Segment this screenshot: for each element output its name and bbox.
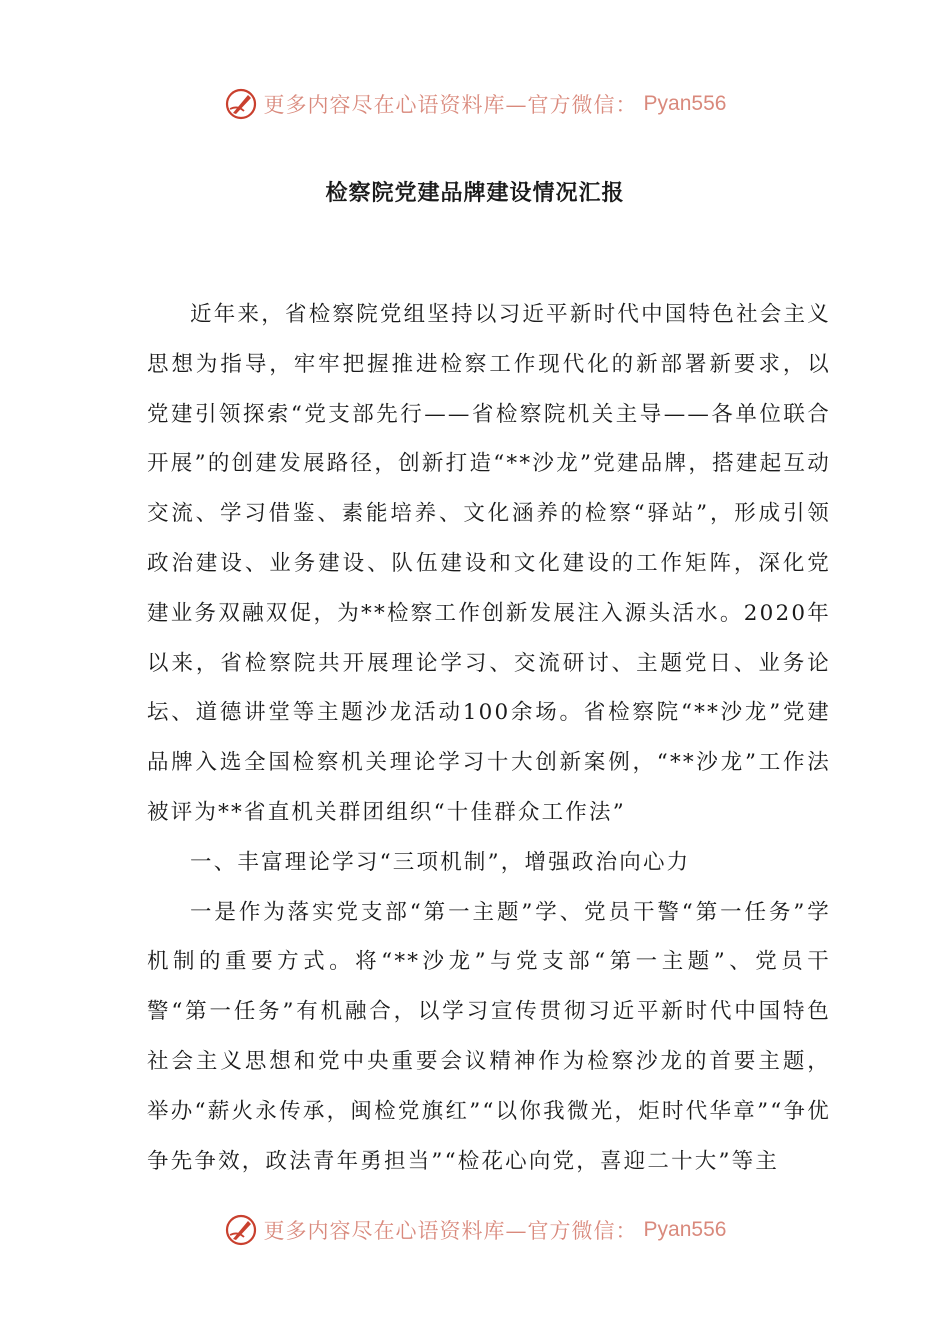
footer-banner — [0, 1210, 950, 1250]
paragraph-intro: 近年来，省检察院党组坚持以习近平新时代中国特色社会主义思想为指导，牢牢把握推进检察工作现代化的新部署新要求，以党建引领探索“党支部先行——省检察院机关主导——各单位联合开展”的创建发展路径，创新打造“**沙龙”党建品牌，搭建起互动交流、学习借鉴、素能培养、文化涵养的检察“驿站”，形成引领政治建设、业务建设、队伍建设和文化建设的工作矩阵，深化党建业务双融双促，为**检察工作创新发展注入源头活水。2020年以来，省检察院共开展理论学习、交流研讨、主题党日、业务论坛、道德讲堂等主题沙龙活动100余场。省检察院“**沙龙”党建品牌入选全国检察机关理论学习十大创新案例，“**沙龙”工作法被评为**省直机关群团组织“十佳群众工作法” — [147, 302, 831, 825]
quill-circle-logo-icon — [224, 87, 258, 121]
section-heading-1: 一、丰富理论学习“三项机制”，增强政治向心力 — [190, 849, 691, 875]
header-banner — [0, 84, 950, 124]
document-title: 检察院党建品牌建设情况汇报 — [325, 180, 625, 206]
document-body — [147, 290, 831, 1186]
paragraph-section-1: 一是作为落实党支部“第一主题”学、党员干警“第一任务”学机制的重要方式。将“**沙龙”与党支部“第一主题”、党员干警“第一任务”有机融合，以学习宣传贯彻习近平新时代中国特色社会主义思想和党中央重要会议精神作为检察沙龙的首要主题，举办“薪火永传承，闽检党旗红”“以你我微光，炬时代华章”“争优争先争效，政法青年勇担当”“检花心向党，喜迎二十大”等主 — [147, 899, 831, 1174]
header-banner-text: 更多内容尽在心语资料库—官方微信： — [263, 93, 638, 117]
header-wechat-id: Pyan556 — [643, 92, 727, 115]
footer-banner-text: 更多内容尽在心语资料库—官方微信： — [263, 1219, 638, 1243]
footer-wechat-id: Pyan556 — [643, 1218, 727, 1241]
quill-circle-logo-icon — [224, 1213, 258, 1247]
